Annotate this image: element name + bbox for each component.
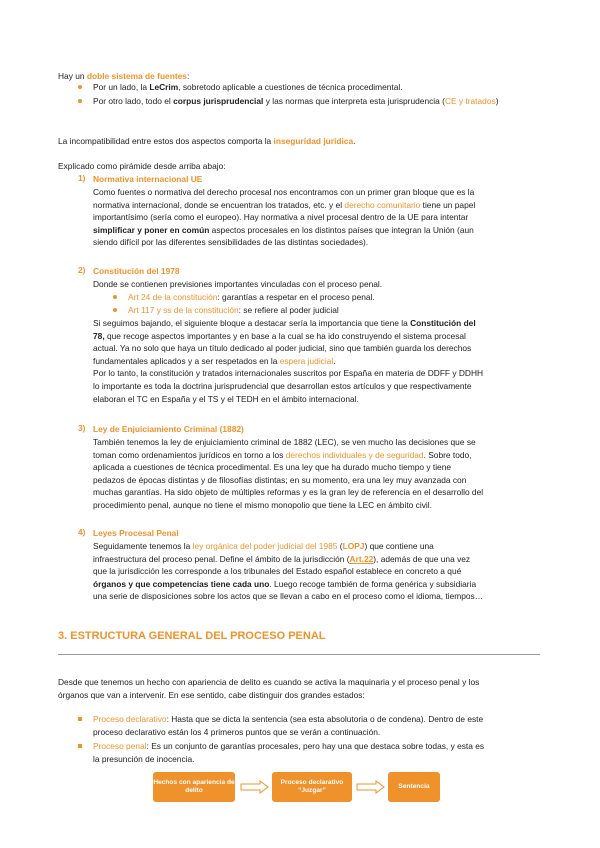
list-item: Art 24 de la constitución: garantías a respetar en el proceso penal. <box>128 292 375 302</box>
section-body: Seguidamente tenemos la ley orgánica del poder judicial del 1985 (LOPJ) que contiene una infraestructura del proceso penal. Define el ámbito de la jurisdicción (Art.22), además de que una vez que la jurisdicción les corresponde a los tribunales del Estado español establece en concreto a qué órganos y que competencias tiene cada uno. Luego recoge también de forma genérica y subsidiaria una serie de disposiciones sobre los actos que se llevan a cabo en el proceso como el idioma, tiempos… <box>93 541 484 602</box>
section-number: 1) <box>78 173 86 183</box>
list-item: Proceso penal: Es un conjunto de garantías procesales, pero hay una que destaca sobre todas, y esta es la presunción de inocencia. <box>93 741 485 764</box>
bullet-icon <box>78 85 82 89</box>
section-title: Constitución del 1978 <box>93 266 180 276</box>
chapter-heading: 3. ESTRUCTURA GENERAL DEL PROCESO PENAL <box>58 630 326 642</box>
intro-paragraph-2: La incompatibilidad entre estos dos aspectos comporta la inseguridad jurídica. <box>58 136 356 146</box>
text: Hay un <box>58 71 87 81</box>
list-item: Art 117 y ss de la constitución: se refiere al poder judicial <box>128 305 339 315</box>
intro-bullet-1: Por un lado, la LeCrim, sobretodo aplicable a cuestiones de técnica procedimental. <box>93 82 403 92</box>
section-title: Ley de Enjuiciamiento Criminal (1882) <box>93 424 244 434</box>
arrow-right-icon <box>356 780 386 794</box>
bullet-icon <box>113 295 117 299</box>
list-item: Proceso declarativo: Hasta que se dicta la sentencia (sea esta absolutoria o de condena). Dentro de este proceso declarativo están los 4 primeros puntos que se verán a continuación. <box>93 714 484 737</box>
section-body: Como fuentes o normativa del derecho procesal nos encontramos con un primer gran bloque que es la normativa internacional, donde se encuentran los tratados, etc. y el derecho comunitario tiene un papel importantísimo (sería como el europeo). Hay normativa a nivel procesal dentro de la UE para intentar simplificar y poner en común aspectos procesales en los distintos países que integran la Unión (aun siendo difícil por las diferentes sensibilidades de las distintas sociedades). <box>93 187 476 248</box>
square-bullet-icon <box>78 717 82 721</box>
section-number: 3) <box>78 423 86 433</box>
flow-box-sentencia: Sentencia <box>388 772 440 802</box>
section-number: 2) <box>78 265 86 275</box>
flow-box-hechos: Hechos con apariencia de delito <box>153 772 235 802</box>
intro-bullet-2: Por otro lado, todo el corpus jurisprudencial y las normas que interpreta esta jurisprudencia (CE y tratados) <box>93 96 499 106</box>
text: : <box>186 71 190 81</box>
bullet-icon <box>78 99 82 103</box>
section-title: Leyes Procesal Penal <box>93 528 179 538</box>
arrow-right-icon <box>240 780 270 794</box>
divider <box>58 654 540 655</box>
chapter-intro: Desde que tenemos un hecho con apariencia de delito es cuando se activa la maquinaria y el proceso penal y los órganos que van a intervenir. En ese sentido, cabe distinguir dos grandes estados: <box>58 677 480 700</box>
section-number: 4) <box>78 527 86 537</box>
square-bullet-icon <box>78 744 82 748</box>
flow-box-proceso: Proceso declarativo “Juzgar” <box>272 772 352 802</box>
section-body: Si seguimos bajando, el siguiente bloque a destacar sería la importancia que tiene la Constitución del 78, que recoge aspectos importantes y en base a la cual se ha ido construyendo el sistema procesal actual. Ya no solo que haya un título dedicado al poder judicial, sino que también guarda los derechos fundamentales aplicados y a ser respetados en la espera judicial. Por lo tanto, la constitución y tratados internacionales suscritos por España en materia de DDFF y DDHH lo importante es toda la doctrina jurisprudencial que desarrollan estos artículos y que respectivamente elaboran el TC en España y el TS y el TEDH en el ámbito internacional. <box>93 318 484 404</box>
highlight: doble sistema de fuentes <box>86 71 187 81</box>
section-body: También tenemos la ley de enjuiciamiento criminal de 1882 (LEC), se ven mucho las decisiones que se toman como ordenamientos jurídicos en torno a los derechos individuales y de seguridad. Sobre todo, aplicada a cuestiones de técnica procedimental. Es una ley que ha durado mucho tiempo y tiene pedazos de épocas distintas y de filosofías distintas; en su momento, era una ley muy avanzada con muchas garantías. Ha sido objeto de múltiples reformas y es la gran ley de referencia en el desarrollo del procedimiento penal, aunque no tiene el mismo monopolio que tiene la LEC en ámbito civil. <box>93 437 484 510</box>
intro-paragraph-3: Explicado como pirámide desde arriba abajo: <box>58 161 226 171</box>
section-title: Normativa internacional UE <box>93 174 203 184</box>
bullet-icon <box>113 308 117 312</box>
section-body: Donde se contienen previsiones importantes vinculadas con el proceso penal. <box>93 279 383 289</box>
